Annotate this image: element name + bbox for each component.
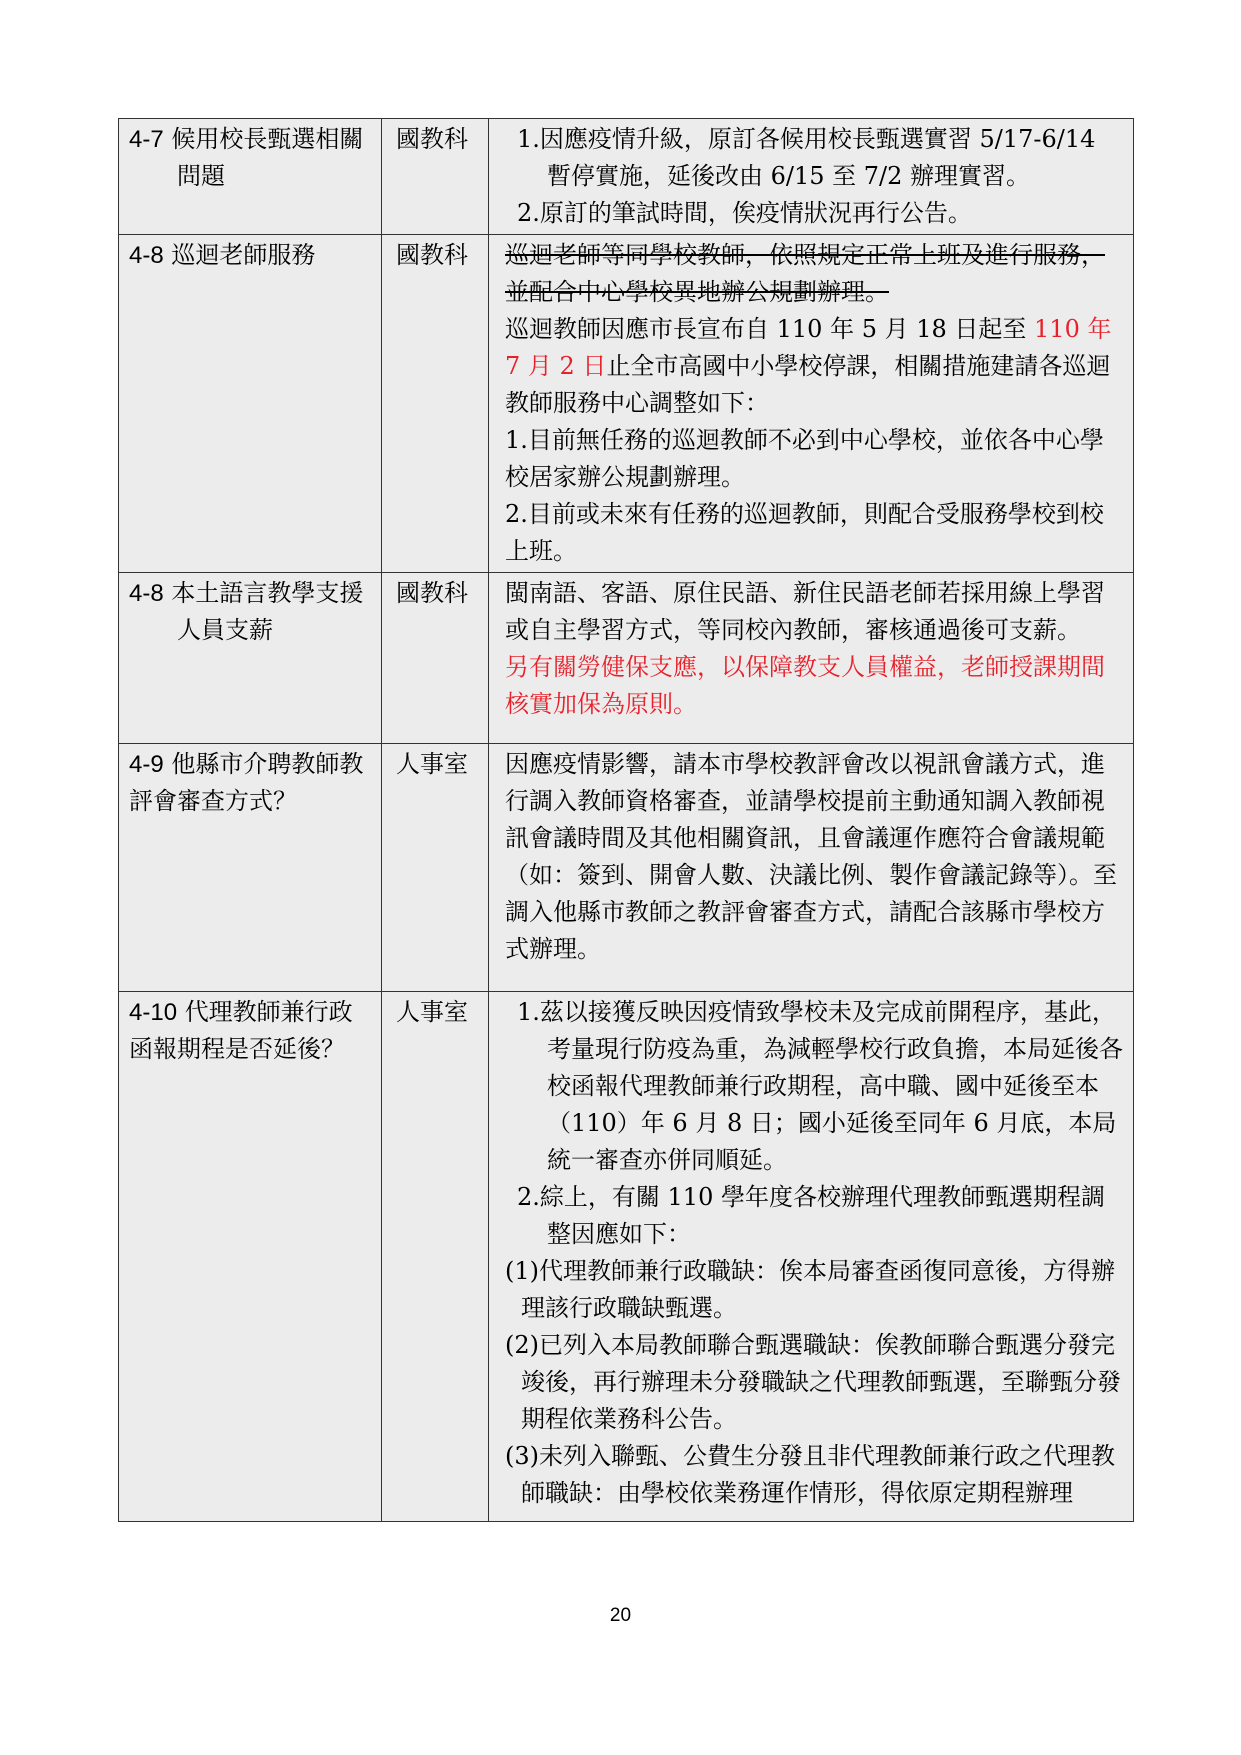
- table-row: [119, 573, 1134, 744]
- topic-text: 巡迴老師服務: [171, 241, 316, 269]
- topic-cell: [119, 573, 382, 744]
- highlighted-date: 110 年 7 月 2 日: [505, 315, 1112, 380]
- highlighted-text: 另有關勞健保支應，以保障教支人員權益，老師授課期間核實加保為原則。: [505, 653, 1105, 718]
- struck-text: 巡迴老師等同學校教師，依照規定正常上班及進行服務，並配合中心學校異地辦公規劃辦理。: [505, 241, 1105, 306]
- intro-text-cont: 止全市高國中小學校停課，相關措施建請各巡迴教師服務中心調整如下：: [505, 352, 1111, 417]
- list-item: 1.因應疫情升級，原訂各候用校長甄選實習 5/17-6/14 暫停實施，延後改由 6/15 至 7/2 辦理實習。: [517, 125, 1096, 190]
- topic-number: 4-7: [129, 126, 164, 153]
- topic-cell: [119, 235, 382, 573]
- unit-cell: 國教科: [382, 235, 489, 573]
- topic-number: 4-8: [129, 242, 164, 269]
- topic-cell: [119, 992, 382, 1522]
- intro-paragraph: [505, 311, 1125, 422]
- content-cell: [489, 744, 1134, 992]
- sub-list-item: (3)未列入聯甄、公費生分發且非代理教師兼行政之代理教師職缺：由學校依業務運作情形，得依原定期程辦理: [505, 1442, 1115, 1507]
- unit-cell: 國教科: [382, 119, 489, 235]
- topic-number: 4-9: [129, 751, 164, 778]
- list-item: 2.目前或未來有任務的巡迴教師，則配合受服務學校到校上班。: [505, 500, 1104, 565]
- topic-text-cont: 問題: [177, 162, 225, 190]
- topic-cell: [119, 119, 382, 235]
- list-item: 1.目前無任務的巡迴教師不必到中心學校，並依各中心學校居家辦公規劃辦理。: [505, 426, 1104, 491]
- sub-list-item: (1)代理教師兼行政職缺：俟本局審查函復同意後，方得辦理該行政職缺甄選。: [505, 1257, 1115, 1322]
- topic-cell: [119, 744, 382, 992]
- content-cell: [489, 992, 1134, 1522]
- intro-text: 巡迴教師因應市長宣布自 110 年 5 月 18 日起至: [505, 315, 1035, 343]
- list-item: 1.茲以接獲反映因疫情致學校未及完成前開程序，基此，考量現行防疫為重，為減輕學校行政負擔，本局延後各校函報代理教師兼行政期程，高中職、國中延後至本（110）年 6 月 8 日；國小延後至同年 6 月底，本局統一審查亦併同順延。: [517, 998, 1123, 1174]
- topic-text: 他縣市介聘教師教評會審查方式？: [129, 750, 364, 815]
- unit-cell: 人事室: [382, 992, 489, 1522]
- topic-text: 代理教師兼行政函報期程是否延後？: [129, 998, 353, 1063]
- page-number: 20: [609, 1605, 632, 1626]
- topic-text: 候用校長甄選相關: [171, 125, 364, 153]
- qa-table: [118, 118, 1134, 1522]
- body-text: 因應疫情影響，請本市學校教評會改以視訊會議方式，進行調入教師資格審查，並請學校提前主動通知調入教師視訊會議時間及其他相關資訊，且會議運作應符合會議規範（如：簽到、開會人數、決議比例、製作會議記錄等）。至調入他縣市教師之教評會審查方式，請配合該縣市學校方式辦理。: [505, 750, 1117, 963]
- list-item: 2.綜上，有關 110 學年度各校辦理代理教師甄選期程調整因應如下：: [517, 1183, 1105, 1248]
- sub-list-item: (2)已列入本局教師聯合甄選職缺：俟教師聯合甄選分發完竣後，再行辦理未分發職缺之代理教師甄選，至聯甄分發期程依業務科公告。: [505, 1331, 1121, 1433]
- topic-number: 4-10: [129, 999, 178, 1026]
- body-text: 閩南語、客語、原住民語、新住民語老師若採用線上學習或自主學習方式，等同校內教師，審核通過後可支薪。: [505, 579, 1105, 644]
- table-row: [119, 992, 1134, 1522]
- unit-cell: 國教科: [382, 573, 489, 744]
- table-row: [119, 119, 1134, 235]
- topic-text-cont: 人員支薪: [177, 616, 273, 644]
- content-cell: [489, 573, 1134, 744]
- content-cell: [489, 235, 1134, 573]
- table-row: [119, 744, 1134, 992]
- topic-number: 4-8: [129, 580, 164, 607]
- unit-cell: 人事室: [382, 744, 489, 992]
- table-row: [119, 235, 1134, 573]
- content-cell: [489, 119, 1134, 235]
- topic-text: 本土語言教學支援: [171, 579, 364, 607]
- list-item: 2.原訂的筆試時間，俟疫情狀況再行公告。: [517, 199, 972, 227]
